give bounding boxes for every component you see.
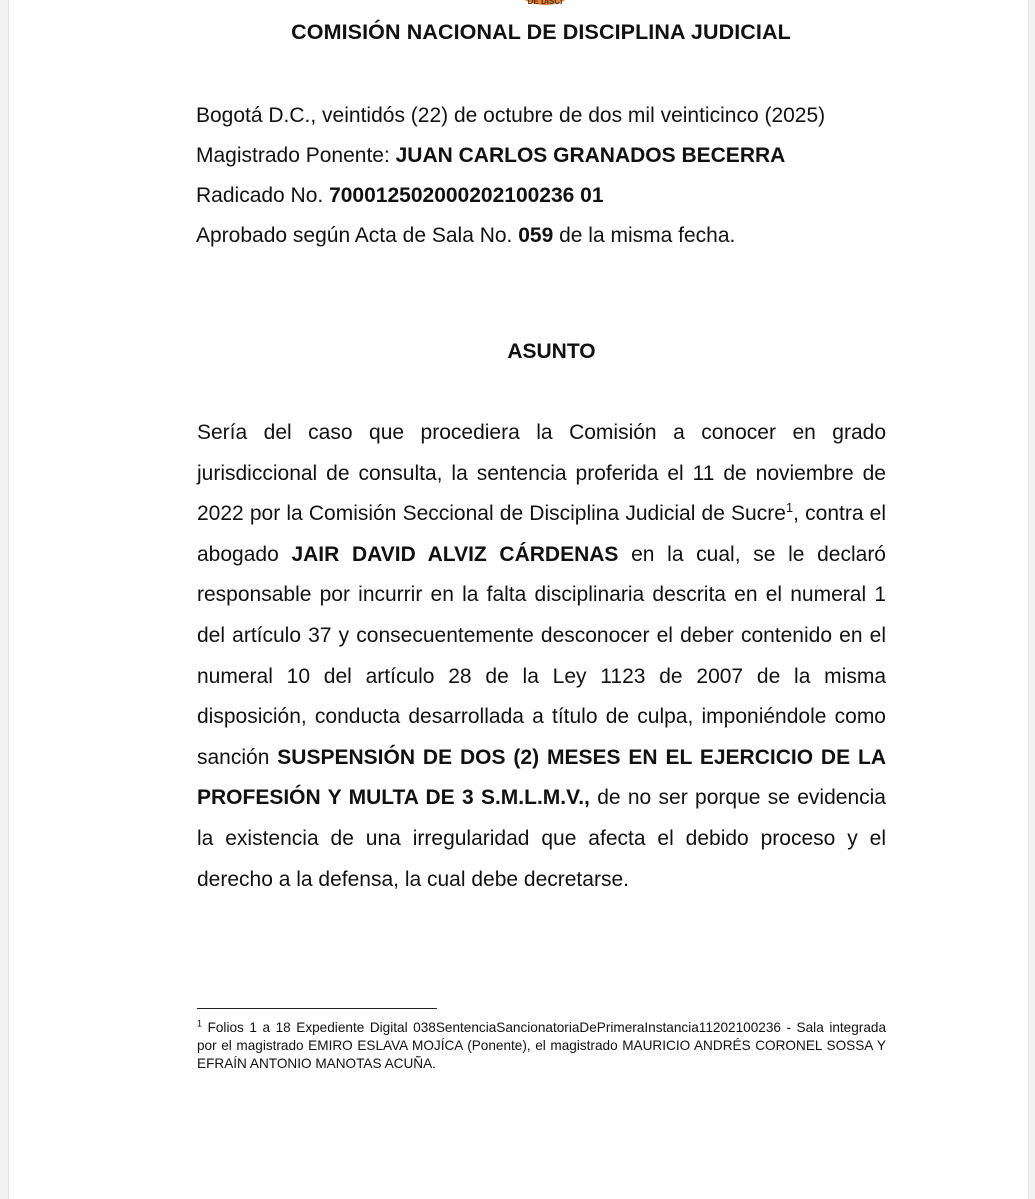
footnote — [197, 1019, 886, 1073]
acta-line — [196, 216, 936, 256]
page-title: COMISIÓN NACIONAL DE DISCIPLINA JUDICIAL — [291, 20, 791, 44]
radicado-line — [196, 176, 936, 216]
seal-text: DE DISCI — [527, 0, 563, 6]
acta-prefix: Aprobado según Acta de Sala No. — [196, 224, 519, 247]
acta-number: 059 — [518, 224, 554, 247]
footnote-text: Folios 1 a 18 Expediente Digital 038SentenciaSancionatoriaDePrimeraInstancia11202100236 - Sala integrada por el magistrado EMIRO ESLAVA MOJÍCA (Ponente), el magistrado MAURICIO ANDRÉS CORONEL SOSSA Y EFRAÍN ANTONIO MANOTAS ACUÑA. — [197, 1020, 886, 1071]
acta-suffix: de la misma fecha. — [553, 224, 736, 247]
section-title-asunto: ASUNTO — [507, 340, 596, 363]
body-part-3: en la cual, se le declaró responsable por incurrir en la falta disciplinaria descrita en el numeral 1 del artículo 37 y consecuentemente desconocer el deber contenido en el numeral 10 del artículo 28 de la Ley 1123 de 2007 de la misma disposición, conducta desarrollada a título de culpa, imponiéndole como sanción — [197, 542, 886, 769]
lawyer-name: JAIR DAVID ALVIZ CÁRDENAS — [291, 542, 619, 566]
body-part-4: de no ser porque se evidencia la existencia de una irregularidad que afecta el debido proceso y el derecho a la defensa, la cual debe decretarse. — [197, 786, 886, 891]
sanction-text: SUSPENSIÓN DE DOS (2) MESES EN EL EJERCICIO DE LA PROFESIÓN Y MULTA DE 3 S.M.L.M.V., — [197, 745, 887, 810]
footnote-separator — [197, 1008, 437, 1009]
magistrate-name: JUAN CARLOS GRANADOS BECERRA — [395, 144, 786, 167]
magistrate-line — [196, 136, 936, 176]
radicado-label: Radicado No. — [196, 184, 330, 207]
magistrate-label: Magistrado Ponente: — [196, 144, 396, 167]
document-page — [8, 0, 1029, 1199]
body-part-1: Sería del caso que procediera la Comisión a conocer en grado jurisdiccional de consulta, la sentencia proferida el 11 de noviembre de 2022 por la Comisión Seccional de Disciplina Judicial de Sucre — [197, 421, 886, 526]
date-line: Bogotá D.C., veintidós (22) de octubre de dos mil veinticinco (2025) — [196, 104, 826, 127]
radicado-number: 700012502000202100236 01 — [329, 184, 604, 207]
footnote-number: 1 — [197, 1018, 203, 1029]
asunto-paragraph — [197, 413, 886, 900]
case-metadata — [196, 96, 936, 256]
commission-seal-logo — [500, 0, 590, 8]
footnote-reference[interactable]: 1 — [785, 500, 794, 516]
body-part-2: , contra el abogado — [197, 502, 887, 566]
